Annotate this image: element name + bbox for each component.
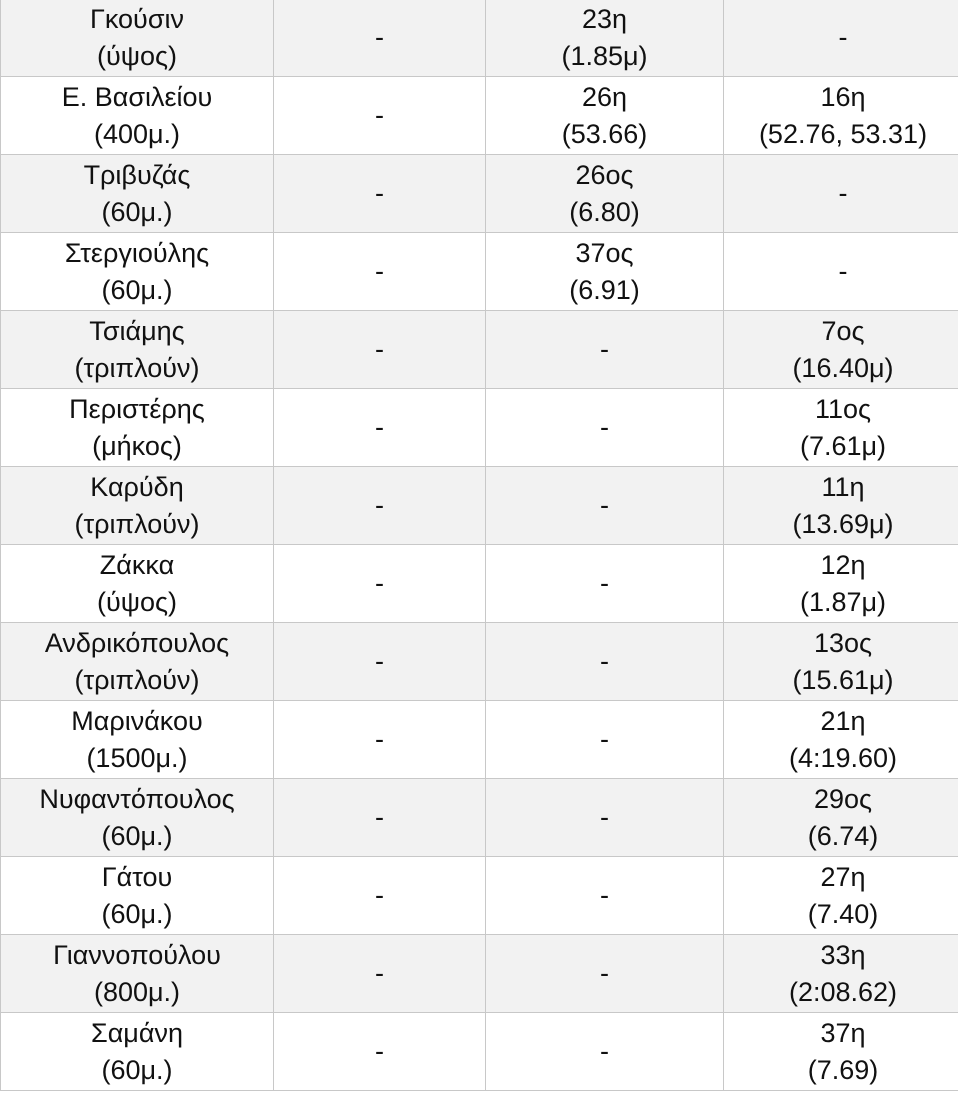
empty-dash: - (600, 568, 609, 598)
event-name: (μήκος) (92, 430, 182, 461)
placement: 37η (820, 1017, 866, 1048)
placement: 16η (820, 81, 866, 112)
result-mark: (7.69) (807, 1054, 879, 1085)
result-cell-2 (274, 545, 486, 623)
empty-dash: - (375, 334, 384, 364)
result-cell-4 (724, 701, 958, 779)
table-row (1, 857, 958, 935)
result-cell-3 (486, 623, 724, 701)
result-cell-3 (486, 389, 724, 467)
result-mark: (6.74) (807, 820, 879, 851)
result-mark: (13.69μ) (792, 508, 894, 539)
result-cell-3 (486, 935, 724, 1013)
event-name: (τριπλούν) (74, 664, 200, 695)
placement: 11ος (814, 393, 872, 424)
result-cell-3 (486, 545, 724, 623)
empty-dash: - (600, 802, 609, 832)
athlete-name: Τσιάμης (89, 315, 185, 346)
athlete-name: Στεργιούλης (64, 237, 210, 268)
empty-dash: - (375, 22, 384, 52)
athlete-name: Νυφαντόπουλος (39, 783, 235, 814)
result-cell-4 (724, 0, 958, 77)
result-cell-4 (724, 155, 958, 233)
table-row (1, 311, 958, 389)
result-cell-2 (274, 155, 486, 233)
result-cell-4 (724, 935, 958, 1013)
result-cell-3 (486, 1013, 724, 1091)
result-cell-3 (486, 779, 724, 857)
result-cell-2 (274, 311, 486, 389)
table-row (1, 0, 958, 77)
placement: 26η (581, 81, 628, 112)
placement: 26ος (575, 159, 634, 190)
result-mark: (15.61μ) (792, 664, 894, 695)
result-mark: (52.76, 53.31) (758, 118, 928, 149)
athlete-cell (1, 857, 274, 935)
table-row (1, 545, 958, 623)
results-table-body (1, 0, 958, 1091)
empty-dash: - (600, 646, 609, 676)
athlete-cell (1, 155, 274, 233)
empty-dash: - (375, 412, 384, 442)
athlete-cell (1, 311, 274, 389)
event-name: (τριπλούν) (74, 508, 200, 539)
empty-dash: - (838, 256, 848, 286)
empty-dash: - (375, 100, 384, 130)
athlete-name: Ανδρικόπουλος (44, 627, 230, 658)
empty-dash: - (838, 178, 848, 208)
result-cell-4 (724, 1013, 958, 1091)
result-cell-2 (274, 623, 486, 701)
empty-dash: - (600, 490, 609, 520)
athlete-name: Μαρινάκου (71, 705, 203, 736)
table-row (1, 155, 958, 233)
event-name: (60μ.) (101, 274, 173, 305)
result-cell-2 (274, 467, 486, 545)
table-row (1, 701, 958, 779)
result-cell-3 (486, 857, 724, 935)
result-cell-4 (724, 311, 958, 389)
result-cell-2 (274, 77, 486, 155)
empty-dash: - (375, 568, 384, 598)
result-mark: (6.80) (569, 196, 640, 227)
result-mark: (1.87μ) (799, 586, 887, 617)
empty-dash: - (600, 958, 609, 988)
result-mark: (4:19.60) (788, 742, 898, 773)
athlete-name: Ε. Βασιλείου (61, 81, 213, 112)
athlete-cell (1, 77, 274, 155)
result-cell-3 (486, 467, 724, 545)
result-mark: (53.66) (561, 118, 648, 149)
athlete-cell (1, 1013, 274, 1091)
result-cell-4 (724, 545, 958, 623)
result-mark: (2:08.62) (788, 976, 898, 1007)
placement: 37ος (575, 237, 634, 268)
empty-dash: - (838, 22, 848, 52)
event-name: (1500μ.) (86, 742, 188, 773)
athlete-cell (1, 233, 274, 311)
event-name: (60μ.) (101, 196, 173, 227)
athlete-name: Γάτου (101, 861, 173, 892)
result-cell-3 (486, 233, 724, 311)
table-row (1, 233, 958, 311)
result-cell-4 (724, 467, 958, 545)
athlete-name: Γιαννοπούλου (53, 939, 221, 970)
table-row (1, 623, 958, 701)
empty-dash: - (375, 802, 384, 832)
result-cell-4 (724, 779, 958, 857)
result-cell-3 (486, 155, 724, 233)
table-row (1, 779, 958, 857)
result-cell-3 (486, 701, 724, 779)
result-cell-2 (274, 0, 486, 77)
placement: 29ος (813, 783, 873, 814)
result-cell-2 (274, 701, 486, 779)
result-cell-2 (274, 857, 486, 935)
athlete-cell (1, 467, 274, 545)
athlete-name: Καρύδη (90, 471, 184, 502)
result-cell-4 (724, 857, 958, 935)
placement: 27η (820, 861, 866, 892)
result-cell-4 (724, 389, 958, 467)
result-mark: (7.40) (807, 898, 879, 929)
placement: 33η (820, 939, 866, 970)
placement: 21η (820, 705, 866, 736)
empty-dash: - (600, 1036, 609, 1066)
result-cell-3 (486, 311, 724, 389)
result-mark: (16.40μ) (792, 352, 894, 383)
empty-dash: - (375, 646, 384, 676)
athlete-cell (1, 701, 274, 779)
empty-dash: - (600, 724, 609, 754)
result-mark: (7.61μ) (799, 430, 887, 461)
table-row (1, 389, 958, 467)
athlete-cell (1, 389, 274, 467)
result-cell-2 (274, 779, 486, 857)
empty-dash: - (600, 334, 609, 364)
empty-dash: - (600, 412, 609, 442)
result-mark: (1.85μ) (561, 40, 648, 71)
result-cell-4 (724, 77, 958, 155)
athlete-cell (1, 0, 274, 77)
empty-dash: - (375, 958, 384, 988)
event-name: (ύψος) (96, 586, 178, 617)
placement: 7ος (821, 315, 865, 346)
athlete-name: Γκούσιν (90, 3, 184, 34)
event-name: (800μ.) (93, 976, 181, 1007)
result-cell-4 (724, 233, 958, 311)
athlete-name: Ζάκκα (99, 549, 175, 580)
empty-dash: - (375, 1036, 384, 1066)
event-name: (τριπλούν) (74, 352, 200, 383)
empty-dash: - (375, 724, 384, 754)
athlete-cell (1, 545, 274, 623)
event-name: (60μ.) (101, 898, 173, 929)
result-cell-2 (274, 1013, 486, 1091)
placement: 23η (581, 3, 628, 34)
table-row (1, 77, 958, 155)
table-row (1, 1013, 958, 1091)
placement: 11η (821, 471, 865, 502)
athlete-name: Σαμάνη (91, 1017, 183, 1048)
empty-dash: - (375, 490, 384, 520)
result-cell-2 (274, 233, 486, 311)
event-name: (400μ.) (93, 118, 181, 149)
result-mark: (6.91) (569, 274, 640, 305)
result-cell-3 (486, 0, 724, 77)
placement: 12η (820, 549, 866, 580)
event-name: (ύψος) (96, 40, 178, 71)
empty-dash: - (375, 880, 384, 910)
event-name: (60μ.) (101, 820, 173, 851)
result-cell-2 (274, 935, 486, 1013)
result-cell-2 (274, 389, 486, 467)
athlete-cell (1, 779, 274, 857)
athlete-cell (1, 935, 274, 1013)
event-name: (60μ.) (101, 1054, 173, 1085)
placement: 13ος (813, 627, 873, 658)
empty-dash: - (375, 256, 384, 286)
athlete-cell (1, 623, 274, 701)
athlete-name: Τριβυζάς (83, 159, 191, 190)
table-row (1, 467, 958, 545)
empty-dash: - (600, 880, 609, 910)
athlete-name: Περιστέρης (69, 393, 205, 424)
result-cell-4 (724, 623, 958, 701)
empty-dash: - (375, 178, 384, 208)
result-cell-3 (486, 77, 724, 155)
table-row (1, 935, 958, 1013)
